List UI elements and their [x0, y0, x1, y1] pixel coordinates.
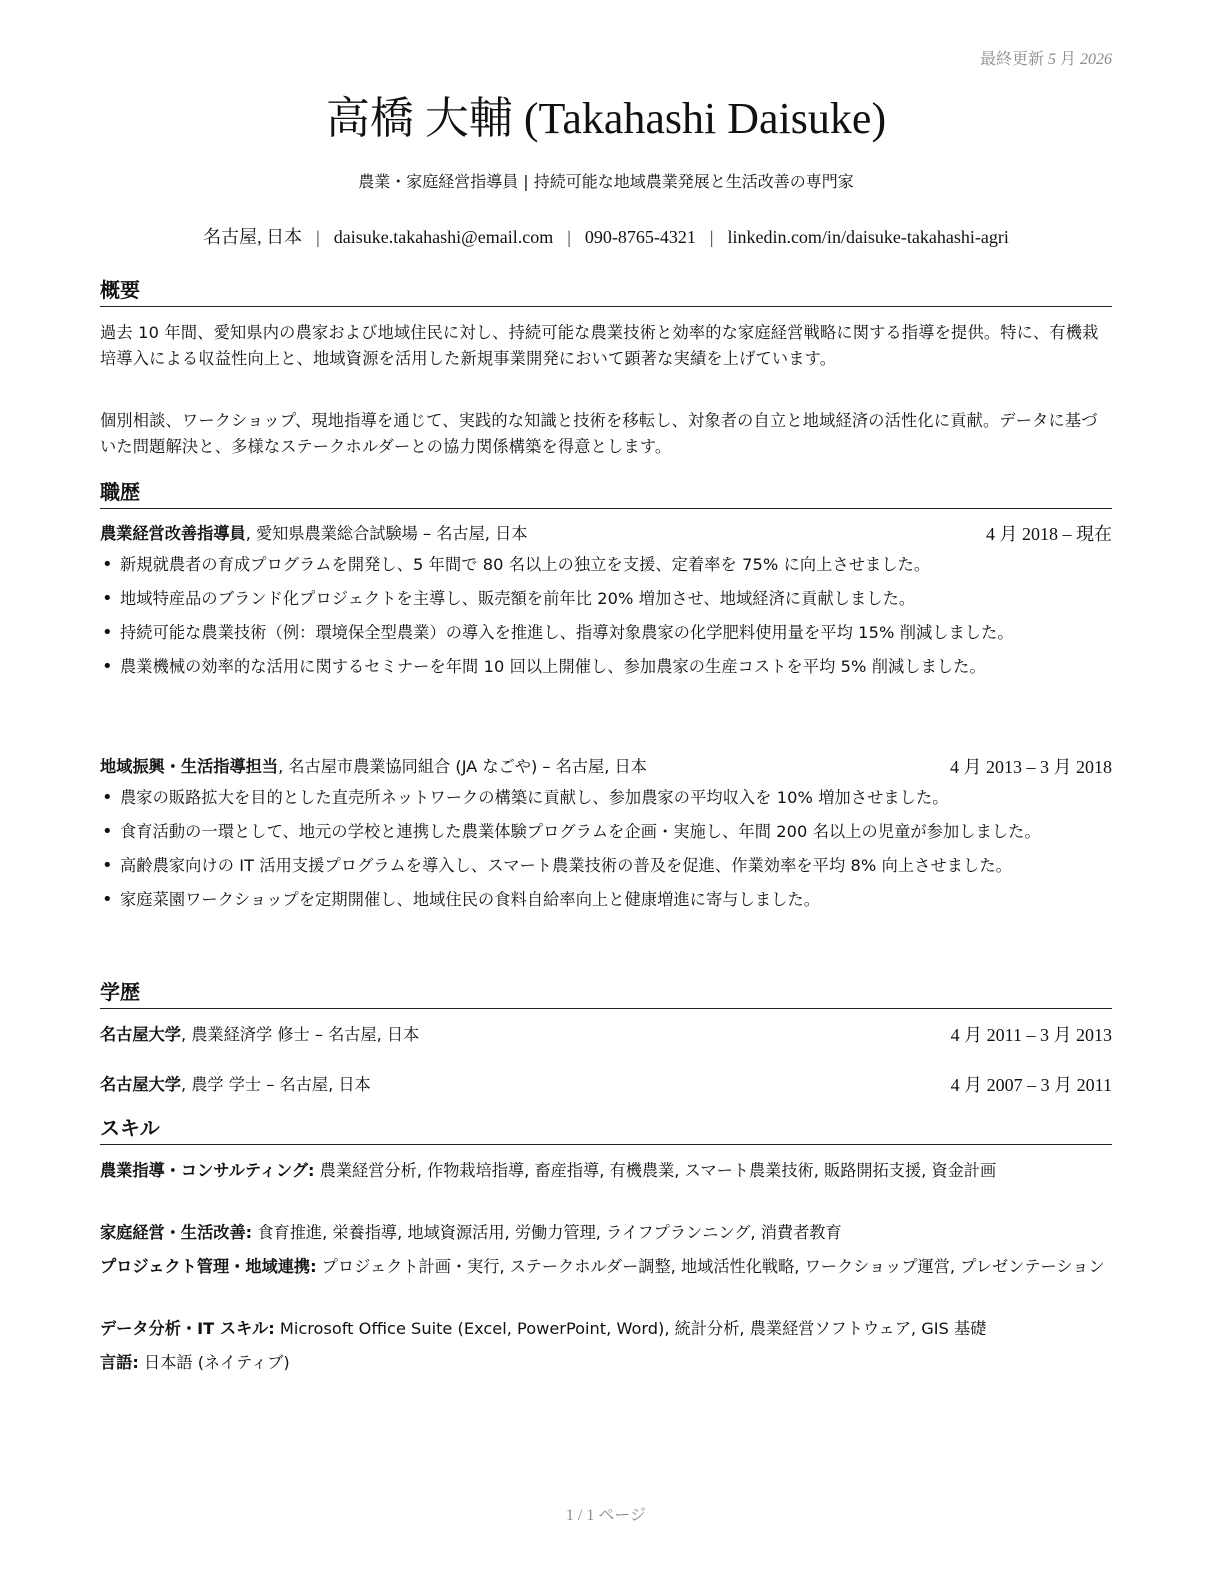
resume-page [100, 0, 1112, 1584]
job-bullet: • 家庭菜園ワークショップを定期開催し、地域住民の食料自給率向上と健康増進に寄与しました。 [100, 887, 1112, 913]
job-date: 4 月 2018 – 現在 [986, 524, 1112, 544]
skill-line [100, 1158, 1112, 1184]
education-school: 名古屋大学 [100, 1075, 181, 1094]
job-role: 地域振興・生活指導担当 [100, 757, 279, 776]
job-bullet: • 新規就農者の育成プログラムを開発し、5 年間で 80 名以上の独立を支援、定着率を 75% に向上させました。 [100, 552, 1112, 578]
last-updated-month-unit: 月 [1059, 51, 1076, 68]
skill-line [100, 1220, 1112, 1246]
contact-separator: | [567, 227, 571, 247]
contact-location: 名古屋, 日本 [203, 227, 303, 247]
job-bullet: • 農家の販路拡大を目的とした直売所ネットワークの構築に貢献し、参加農家の平均収入を 10% 増加させました。 [100, 785, 1112, 811]
skill-category: 家庭経営・生活改善: [100, 1223, 253, 1242]
contact-linkedin[interactable]: linkedin.com/in/daisuke-takahashi-agri [727, 227, 1009, 247]
candidate-name: 高橋 大輔 (Takahashi Daisuke) [325, 94, 887, 143]
contact-separator: | [709, 227, 714, 247]
job-bullet: • 地域特産品のブランド化プロジェクトを主導し、販売額を前年比 20% 増加させ、地域経済に貢献しました。 [100, 586, 1112, 612]
job-organization: , 名古屋市農業協同組合 (JA なごや) – 名古屋, 日本 [278, 757, 647, 776]
job-header [100, 521, 1112, 547]
last-updated-year: 2026 [1080, 51, 1112, 68]
skill-values: 食育推進, 栄養指導, 地域資源活用, 労働力管理, ライフプランニング, 消費者教育 [252, 1223, 842, 1242]
section-title-summary: 概要 [100, 276, 1112, 307]
job-organization: , 愛知県農業総合試験場 – 名古屋, 日本 [245, 524, 528, 543]
skill-line [100, 1316, 1112, 1342]
candidate-tagline: 農業・家庭経営指導員 | 持続可能な地域農業発展と生活改善の専門家 [358, 172, 854, 191]
skill-line [100, 1350, 1112, 1376]
job-bullet: • 高齢農家向けの IT 活用支援プログラムを導入し、スマート農業技術の普及を促進、作業効率を平均 8% 向上させました。 [100, 853, 1112, 879]
contact-phone: 090-8765-4321 [584, 227, 696, 247]
job-bullet: • 持続可能な農業技術（例：環境保全型農業）の導入を推進し、指導対象農家の化学肥料使用量を平均 15% 削減しました。 [100, 620, 1112, 646]
section-title-education: 学歴 [100, 978, 1112, 1009]
education-entry [100, 1072, 1112, 1098]
page-indicator: 1 / 1 ページ [565, 1507, 647, 1524]
job-header [100, 754, 1112, 780]
education-entry [100, 1022, 1112, 1048]
education-date: 4 月 2011 – 3 月 2013 [950, 1025, 1112, 1045]
skill-line [100, 1254, 1112, 1280]
education-school: 名古屋大学 [100, 1025, 181, 1044]
job-bullet: • 農業機械の効率的な活用に関するセミナーを年間 10 回以上開催し、参加農家の生産コストを平均 5% 削減しました。 [100, 654, 1112, 680]
education-detail: , 農学 学士 – 名古屋, 日本 [180, 1075, 371, 1094]
last-updated [980, 46, 1112, 69]
job-bullets [100, 785, 1112, 913]
skill-values: 農業経営分析, 作物栽培指導, 畜産指導, 有機農業, スマート農業技術, 販路開拓支援, 資金計画 [314, 1161, 997, 1180]
section-title-experience: 職歴 [100, 478, 1112, 509]
skill-values: 日本語 (ネイティブ) [138, 1353, 290, 1372]
skill-category: 言語: [100, 1353, 139, 1372]
last-updated-label: 最終更新 [979, 51, 1044, 68]
summary-paragraph: 個別相談、ワークショップ、現地指導を通じて、実践的な知識と技術を移転し、対象者の自立と地域経済の活性化に貢献。データに基づいた問題解決と、多様なステークホルダーとの協力関係構築を得意とします。 [100, 411, 1098, 456]
skill-category: 農業指導・コンサルティング: [100, 1161, 315, 1180]
skill-values: プロジェクト計画・実行, ステークホルダー調整, 地域活性化戦略, ワークショップ運営, プレゼンテーション [316, 1257, 1105, 1276]
section-title-skills: スキル [100, 1114, 1112, 1145]
contact-separator: | [316, 227, 320, 247]
contact-email[interactable]: daisuke.takahashi@email.com [333, 227, 554, 247]
job-bullet: • 食育活動の一環として、地元の学校と連携した農業体験プログラムを企画・実施し、年間 200 名以上の児童が参加しました。 [100, 819, 1112, 845]
last-updated-month: 5 [1047, 51, 1056, 68]
job-date: 4 月 2013 – 3 月 2018 [950, 757, 1112, 777]
contact-line [100, 224, 1112, 250]
job-role: 農業経営改善指導員 [100, 524, 246, 543]
skill-category: プロジェクト管理・地域連携: [100, 1257, 317, 1276]
education-detail: , 農業経済学 修士 – 名古屋, 日本 [180, 1025, 420, 1044]
job-bullets [100, 552, 1112, 680]
education-date: 4 月 2007 – 3 月 2011 [950, 1075, 1112, 1095]
skill-values: Microsoft Office Suite (Excel, PowerPoint, Word), 統計分析, 農業経営ソフトウェア, GIS 基礎 [274, 1319, 987, 1338]
skill-category: データ分析・IT スキル: [100, 1319, 275, 1338]
summary-paragraph: 過去 10 年間、愛知県内の農家および地域住民に対し、持続可能な農業技術と効率的な家庭経営戦略に関する指導を提供。特に、有機栽培導入による収益性向上と、地域資源を活用した新規事業開発において顕著な実績を上げています。 [100, 323, 1099, 368]
